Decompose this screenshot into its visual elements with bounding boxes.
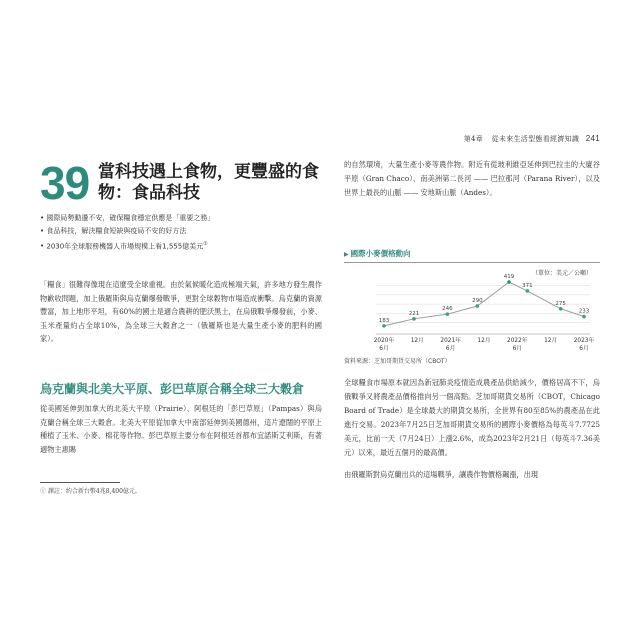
key-point-text: 2030年全球服務機器人市場規模上看1,555億美元 xyxy=(46,242,204,251)
chart-data-label: 371 xyxy=(522,282,533,289)
chart-x-axis xyxy=(374,336,595,352)
chart-x-tick-label: 12月 xyxy=(477,338,491,344)
body-paragraph: 由俄羅斯對烏克蘭出兵的這場戰爭，讓農作物價格飆漲，出現 xyxy=(344,470,539,479)
footnote-mark: ① xyxy=(203,241,208,247)
chart-point xyxy=(526,289,530,293)
chart-title-rule xyxy=(344,262,600,263)
chapter-label: 第4章 xyxy=(463,135,484,143)
chart-x-tick-sublabel: 6月 xyxy=(579,346,589,352)
body-paragraph: 「糧食」很難得像現在這麼受全球重視。由於氣候暖化造成極端天氣，許多地方發生農作物歉收問題，加上俄羅斯與烏克蘭爆發戰爭，更對全球穀物市場造成衝擊。烏克蘭的資源豐富，加上地形平坦，有60%的國土是適合農耕的肥沃黑土，在烏俄戰爭爆發前，小麥、玉米產量約占全球10%，為全球三大穀倉之一（俄羅斯也是大量生產小麥的肥料的國家）。 xyxy=(40,280,322,343)
chart-x-tick-label: 2020年 xyxy=(373,338,395,344)
chart-point xyxy=(507,280,511,284)
chart-point xyxy=(382,324,386,328)
running-title: 從未來生活型態看經濟知識 xyxy=(491,135,580,143)
chart-x-tick-label: 2021年 xyxy=(440,338,461,344)
chart-unit-label: （單位：美元／公噸） xyxy=(531,270,592,277)
chart-data-label: 183 xyxy=(378,317,390,324)
running-header xyxy=(464,134,600,144)
chart-x-tick-label: 2023年 xyxy=(573,338,595,344)
chart-x-tick-sublabel: 6月 xyxy=(445,346,456,352)
wheat-price-chart xyxy=(344,264,600,354)
footnote-divider xyxy=(40,482,120,483)
body-paragraph: 從美國延伸到加拿大的北美大平原（Prairie）、阿根廷的「彭巴草原」（Pampas）與烏克蘭合稱全球三大穀倉。北美大平原從加拿大中南部延伸到美國德州，這片遼闊的平原上種植了玉米、小麥、棉花等作物。彭巴草原主要分布在阿根廷首都布宜諾斯艾利斯，有著適物主惠賜 xyxy=(40,404,322,454)
chart-data-label: 221 xyxy=(408,310,420,317)
chart-point xyxy=(412,317,416,321)
chart-data-label: 246 xyxy=(442,306,453,313)
chart-grid xyxy=(376,286,590,334)
key-point: • 國際局勢動盪不安，確保糧食穩定供應是「重要之務」 xyxy=(40,212,322,225)
chart-point xyxy=(559,307,563,311)
body-paragraph: 的自然環境，大量生產小麥等農作物。附近有從玻利維亞延伸到巴拉圭的大廈谷平原（Gran Chaco）、南美洲第二長河 —— 巴拉那河（Parana River），以及世界上最長的山脈 —— 安地斯山脈（Andes）。 xyxy=(344,160,600,197)
section-heading: 烏克蘭與北美大平原、彭巴草原合稱全球三大穀倉 xyxy=(40,382,305,396)
key-point xyxy=(40,238,322,253)
chart-data-label: 233 xyxy=(578,308,590,315)
chart-point xyxy=(476,304,480,308)
chart-data-label: 290 xyxy=(472,298,483,304)
footnote: ① 譯註：約合新台幣4兆8,400億元。 xyxy=(40,488,141,495)
chart-series xyxy=(379,274,590,328)
chapter-title: 當科技遇上食物，更豐盛的食物：食品科技 xyxy=(98,162,319,203)
chart-point xyxy=(582,315,586,319)
body-paragraph: 全球糧食市場原本就因為新冠肺炎疫情造成農產品供給減少，價格居高不下，烏俄戰爭又將農產品價格推向另一個高點。芝加哥期貨交易所（CBOT，Chicago Board of Trade）是全球最大的期貨交易所，全世界有80至85%的農產品在此進行交易。2023年7月25日芝加哥期貨交易所的國際小麥價格為每英斗7.7725美元，比前一天（7月24日）上漲2.6%，成為2023年2月21日（每英斗7.36美元）以來，最近五個月的最高價。 xyxy=(344,378,600,457)
chart-point xyxy=(446,312,450,316)
chart-data-label: 419 xyxy=(503,274,515,281)
page-number: 241 xyxy=(585,134,600,143)
chapter-number: 39 xyxy=(40,157,90,209)
chart-data-label: 275 xyxy=(555,300,566,307)
chart-title: ▶ 國際小麥價格動向 xyxy=(344,248,411,259)
chart-x-tick-sublabel: 6月 xyxy=(379,346,389,352)
chart-x-tick-label: 2022年 xyxy=(507,338,528,344)
chart-x-tick-sublabel: 6月 xyxy=(512,346,523,352)
chart-source: 資料來源：芝加哥期貨交易所（CBOT） xyxy=(344,358,451,365)
key-points-list xyxy=(40,212,322,253)
key-point: • 食品科技，解決糧食短缺與疫局不安的好方法 xyxy=(40,225,322,238)
chart-x-tick-label: 12月 xyxy=(544,338,558,344)
chart-x-tick-label: 12月 xyxy=(410,338,424,344)
